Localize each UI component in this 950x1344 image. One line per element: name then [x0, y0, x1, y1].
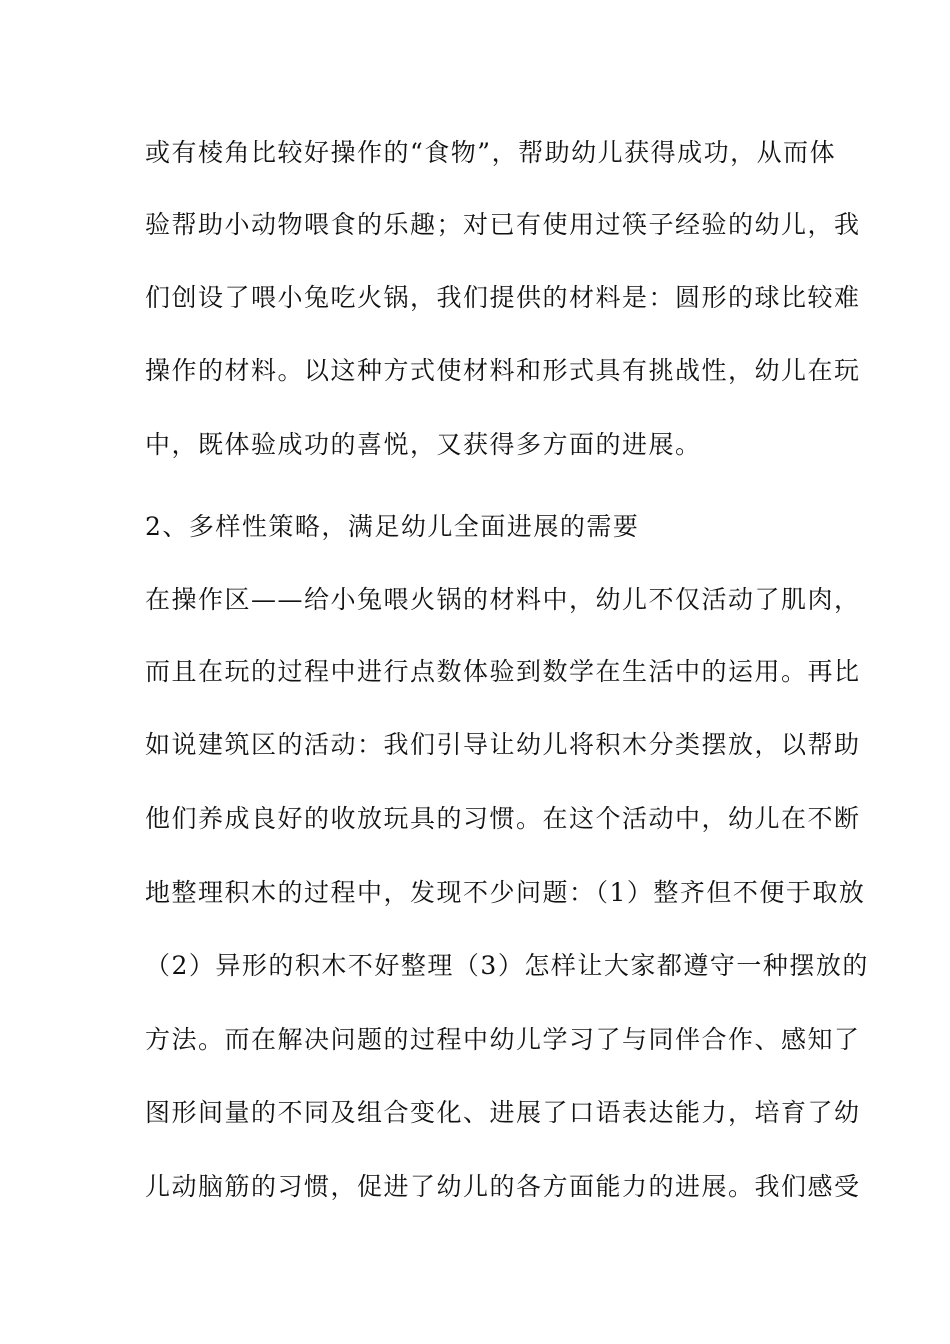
text-line: 方法。而在解决问题的过程中幼儿学习了与同伴合作、感知了	[145, 1025, 861, 1054]
text-line: 验帮助小动物喂食的乐趣；对已有使用过筷子经验的幼儿，我	[145, 210, 861, 239]
text-line: 图形间量的不同及组合变化、进展了口语表达能力，培育了幼	[145, 1098, 861, 1127]
text-line: （2）异形的积木不好整理（3）怎样让大家都遵守一种摆放的	[145, 951, 869, 980]
text-line: 们创设了喂小兔吃火锅，我们提供的材料是：圆形的球比较难	[145, 283, 861, 312]
text-line: 操作的材料。以这种方式使材料和形式具有挑战性，幼儿在玩	[145, 356, 861, 385]
text-line: 在操作区——给小兔喂火锅的材料中，幼儿不仅活动了肌肉，	[145, 585, 861, 614]
text-line: 地整理积木的过程中，发现不少问题：（1）整齐但不便于取放	[145, 878, 866, 907]
text-line: 他们养成良好的收放玩具的习惯。在这个活动中，幼儿在不断	[145, 804, 861, 833]
text-line: 而且在玩的过程中进行点数体验到数学在生活中的运用。再比	[145, 657, 861, 686]
section-heading: 2、多样性策略，满足幼儿全面进展的需要	[145, 512, 640, 541]
text-line: 或有棱角比较好操作的“食物”，帮助幼儿获得成功，从而体	[145, 138, 837, 167]
text-line: 中，既体验成功的喜悦，又获得多方面的进展。	[145, 430, 702, 459]
text-line: 儿动脑筋的习惯，促进了幼儿的各方面能力的进展。我们感受	[145, 1172, 861, 1201]
text-line: 如说建筑区的活动：我们引导让幼儿将积木分类摆放，以帮助	[145, 730, 861, 759]
